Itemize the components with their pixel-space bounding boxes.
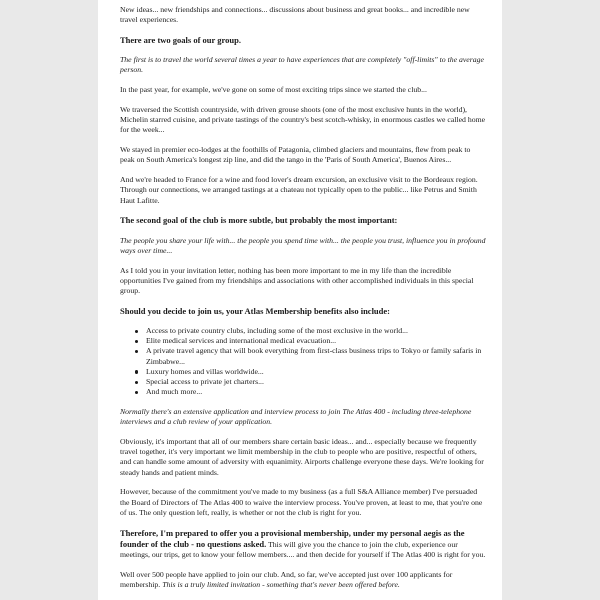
patagonia-paragraph: We stayed in premier eco-lodges at the foothills of Patagonia, climbed glaciers and mountains, flew from peak to peak on South America's longest zip line, and did the tango in the 'Paris of South America', Buenos Aires... (120, 145, 471, 165)
document-body (120, 5, 486, 600)
obviously-paragraph: Obviously, it's important that all of our members share certain basic ideas... and... especially because we frequently travel together, it's very important we limit membership in the club to people who are positive, respectful of others, and can handle some amount of adversity with equanimity. Airports challenge everyone these days. We're looking for steady hands and patient minds. (120, 436, 484, 477)
invitation-paragraph: As I told you in your invitation letter, nothing has been more important to me in my life than the incredible opportunities I've gained from my friendships and associations with other accomplished individuals in this special group. (120, 265, 474, 295)
scotland-paragraph: We traversed the Scottish countryside, with driven grouse shoots (one of the most exclusive hunts in the world), Michelin starred cuisine, and private tastings of the country's best scotch-whisky, in enormous castles we called home for the week... (120, 104, 486, 135)
second-goal-quote: The people you share your life with... the people you spend time with... the people you trust, influence you in profound ways over time... (120, 235, 486, 255)
commitment-paragraph: However, because of the commitment you've made to my business (as a full S&A Alliance member) I've persuaded the Board of Directors of The Atlas 400 to waive the interview process. You've proven, at least to me, that you're one of us. The only question left, really, is whether or not the club is right for you. (120, 487, 483, 517)
offer-paragraph (120, 528, 486, 561)
two-goals-heading: There are two goals of our group. (120, 35, 241, 45)
past-year-paragraph: In the past year, for example, we've gone on some of most exciting trips since we started the club... (120, 85, 427, 95)
document-page (98, 0, 502, 600)
closing-italic-text: This is a truly limited invitation - something that's never been offered before. (162, 580, 400, 589)
benefit-item: Elite medical services and international medical evacuation... (146, 336, 486, 346)
benefit-item: Luxury homes and villas worldwide... (146, 367, 486, 377)
france-paragraph: And we're headed to France for a wine and food lover's dream excursion, an exclusive visit to the Bordeaux region. Through our connections, we arranged tastings at a chateau not typically open to the public... like Petrus and Smith Haut Lafitte. (120, 175, 478, 205)
benefits-heading: Should you decide to join us, your Atlas Membership benefits also include: (120, 305, 390, 316)
application-note: Normally there's an extensive application and interview process to join The Atlas 400 - including three-telephone interviews and a club review of your application. (120, 406, 472, 427)
closing-plain-text: Well over 500 people have applied to join our club. And, so far, we've accepted just over 100 applicants for membership. (120, 569, 453, 589)
offer-bold-text: Therefore, I'm prepared to offer you a provisional membership, under my personal aegis as the founder of the club - no questions asked. (120, 527, 465, 549)
benefit-item: And much more... (146, 387, 486, 397)
benefits-list (120, 326, 486, 397)
benefit-item: A private travel agency that will book everything from first-class business trips to Tokyo or family safaris in Zimbabwe... (146, 346, 486, 366)
closing-paragraph (120, 570, 486, 590)
benefit-item: Special access to private jet charters... (146, 377, 486, 387)
intro-paragraph: New ideas... new friendships and connections... discussions about business and great books... and incredible new travel experiences. (120, 5, 470, 25)
second-goal-heading: The second goal of the club is more subtle, but probably the most important: (120, 215, 398, 226)
goal-one-paragraph: The first is to travel the world several times a year to have experiences that are completely "off-limits" to the average person. (120, 55, 484, 75)
offer-rest-text: This will give you the chance to join the club, experience our meetings, our trips, get to know your fellow members.... and then decide for yourself if The Atlas 400 is right for you. (120, 539, 486, 559)
benefit-item: Access to private country clubs, including some of the most exclusive in the world... (146, 326, 486, 336)
